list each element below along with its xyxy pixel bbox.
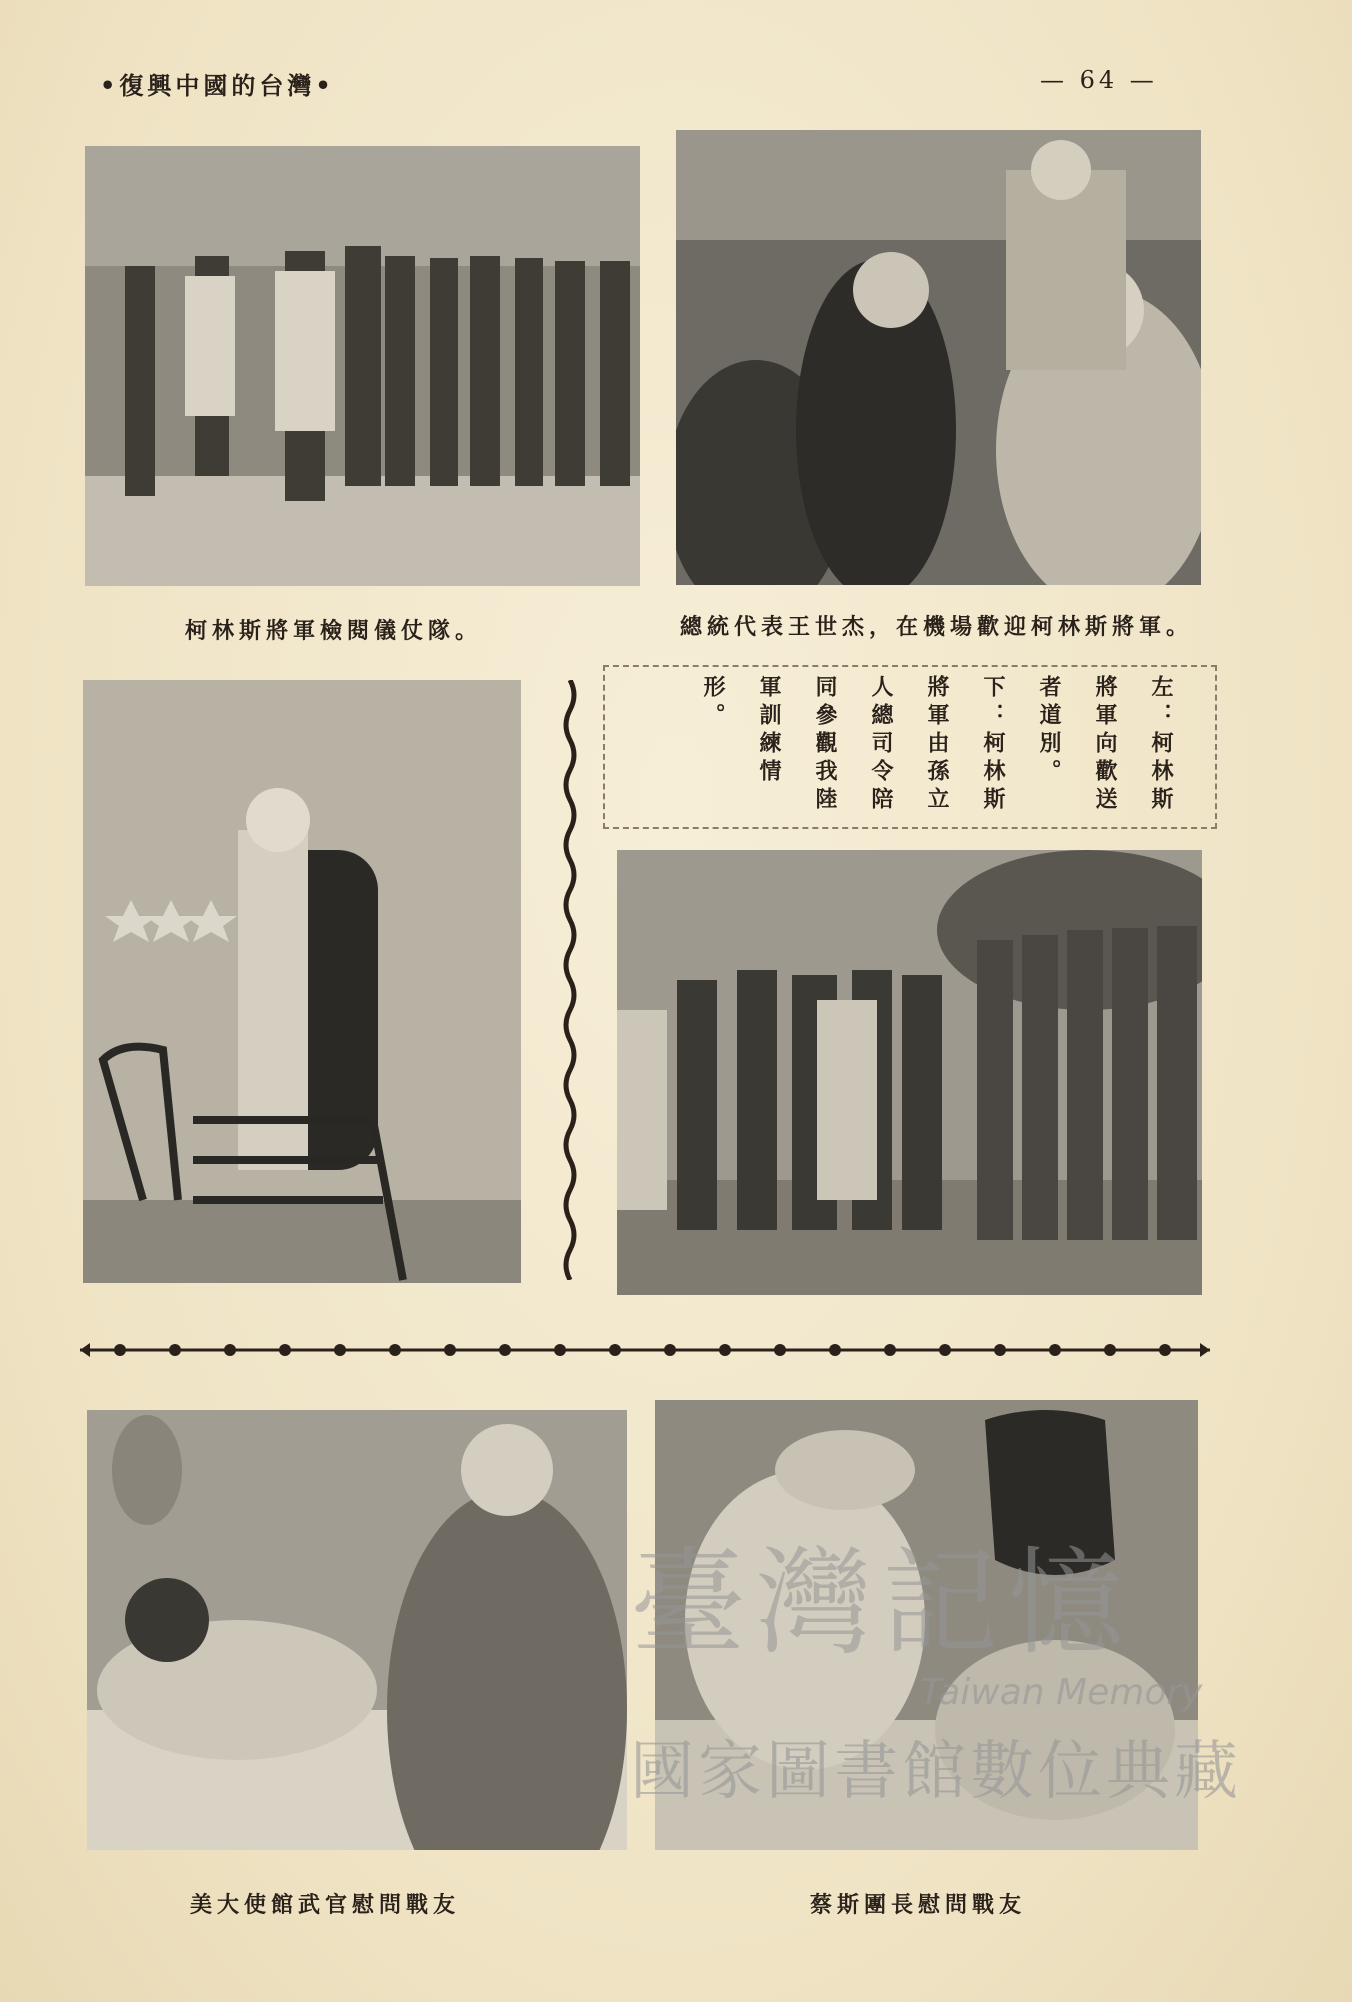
watermark-chinese: 臺灣記憶 <box>630 1536 1134 1671</box>
caption-attache-visit: 友戰問慰官武館使大美 <box>190 1892 461 1918</box>
caption-airport-welcome: 。軍將斯林柯迎歡場機在，杰世王表代統總 <box>680 614 1194 640</box>
watermark-english: Taiwan Memory <box>920 1672 1203 1713</box>
watermark-subtitle: 國家圖書館數位典藏 <box>630 1735 1242 1809</box>
vertical-caption: 左：柯林斯將軍向歡送者道別。下：柯林斯將軍由孫立人總司令陪同參觀我陸軍訓練情形。 <box>700 675 1174 815</box>
photo-army-inspection <box>617 850 1202 1295</box>
vertical-caption-box <box>603 665 1217 829</box>
photo-aircraft-steps <box>83 680 521 1283</box>
photo-tsai-hospital-visit <box>655 1400 1198 1850</box>
running-header: •灣台的國中興復• <box>100 71 335 100</box>
horizontal-divider <box>80 1340 1210 1360</box>
caption-honor-guard: 。隊仗儀閱檢軍將斯林柯 <box>185 618 483 644</box>
photo-attache-hospital-visit <box>87 1410 627 1850</box>
caption-tsai-visit: 友戰問慰長團斯蔡 <box>810 1892 1027 1918</box>
photo-honor-guard-inspection <box>85 146 640 586</box>
vertical-divider <box>560 680 580 1280</box>
photo-airport-welcome <box>676 130 1201 585</box>
page-number: — 64 — <box>1040 66 1158 94</box>
